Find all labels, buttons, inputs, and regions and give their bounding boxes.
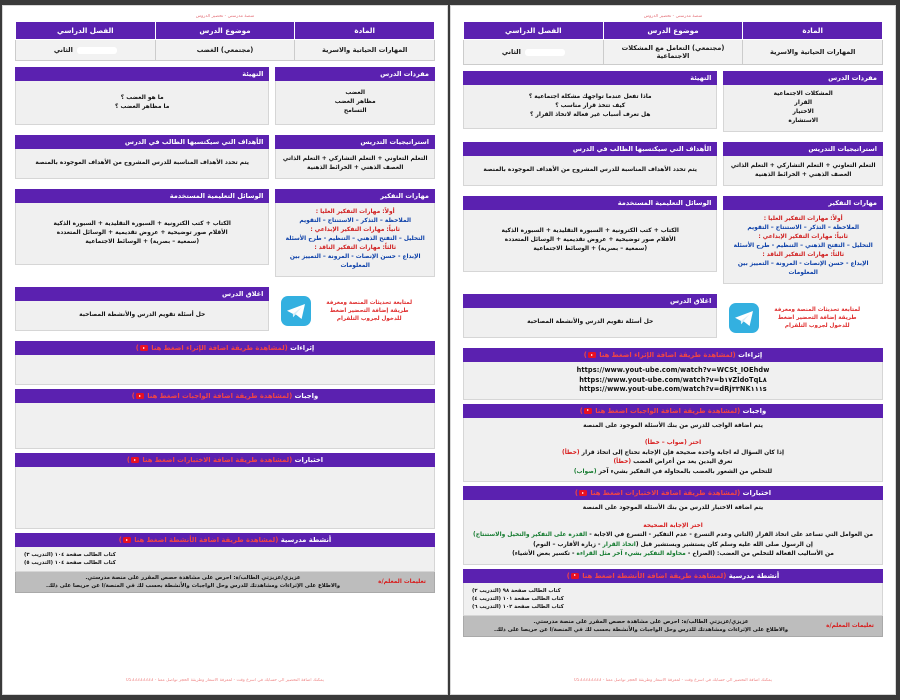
box-warmup-body	[15, 81, 269, 125]
vocab-item: المشكلات الاجتماعية	[773, 91, 833, 97]
box-closure-title: اغلاق الدرس	[463, 294, 717, 308]
box-objectives	[463, 142, 717, 186]
section-school-activities	[463, 569, 883, 637]
paren-close: )	[583, 351, 587, 359]
tests-item	[472, 541, 874, 551]
activity-item: كتاب الطالب صفحة ١٠٤ (التدريب ٥)	[24, 560, 116, 566]
section-school-activities	[15, 533, 435, 593]
col-strategies	[275, 135, 435, 184]
paren-close: )	[566, 571, 570, 580]
header-subject: المادة	[743, 22, 883, 40]
row-promo-closure	[463, 294, 883, 343]
box-closure	[463, 294, 717, 338]
col-promo	[275, 287, 435, 336]
thinking-heading: أولاً: مهارات التفكير العليا :	[315, 209, 395, 215]
youtube-play-icon[interactable]	[588, 352, 596, 358]
section-tests-title: اختبارات	[742, 489, 772, 497]
col-thinking-skills	[723, 196, 883, 289]
box-strategies-title: استراتيجيات التدريس	[275, 135, 435, 149]
section-enrichment-header[interactable]	[15, 341, 435, 355]
tests-item	[472, 550, 874, 560]
enrichment-url[interactable]: https://www.yout-ube.com/watch?v=WCSt_IOEhdw	[576, 366, 770, 374]
value-lesson-topic: (مجتمعي) الغضب	[155, 40, 295, 61]
strategy-line: العصف الذهني + الخرائط الذهنية	[755, 171, 852, 178]
page-footer-right: يمكنك اضافة التحضير الي حسابك في اسرع وقت - لمعرفة الأسعار وطريقة الحجز تواصل معنا - 0533333333	[126, 678, 324, 683]
spacer	[472, 431, 874, 439]
enrichment-url[interactable]: https://www.yout-ube.com/watch?v=b١٧ZldoTqL٨	[579, 375, 767, 384]
section-homework-title: واجبات	[742, 406, 767, 415]
homework-item	[472, 449, 874, 459]
homework-item	[472, 468, 874, 478]
section-homework-header[interactable]	[15, 389, 435, 403]
top-banner-text: منصة مدرستي - تحضير الدروس	[643, 14, 703, 19]
col-closure	[15, 287, 269, 336]
item-text: إن الرسول صلى الله عليه وسلم كان يستشير ويستشير قبل (	[635, 541, 813, 548]
paren-close: )	[131, 392, 135, 400]
top-banner-text: منصة مدرستي - تحضير الدروس	[195, 14, 255, 19]
youtube-play-icon[interactable]	[140, 345, 148, 351]
box-vocabulary-body	[275, 81, 435, 125]
row-thinking-aids	[15, 189, 435, 282]
col-vocabulary	[275, 67, 435, 130]
section-enrichment-title: إثراءات	[738, 351, 763, 359]
instructions-line: والاطلاع على الإثراءات ومشاهدتك للدرس وحل الواجبات والأنشطة بحسب لك في المنصة/ا عن حريصا على ذلك.	[45, 583, 341, 589]
section-activities-hint: (لمشاهدة طريقة اضافة الأنشطة اضغط هنا	[134, 536, 279, 544]
youtube-play-icon[interactable]	[584, 408, 592, 414]
box-objectives-title: الأهداف التي سيكتسبها الطالب في الدرس	[15, 135, 269, 149]
homework-heading: اختر (صواب – خطأ)	[644, 440, 702, 446]
document-page-right	[2, 5, 448, 695]
promo-line: اضغط للدخول لجروب التلقرام	[329, 308, 402, 322]
instructions-label: تعليمات المعلم/ة	[378, 579, 426, 585]
item-text-post: - تكسير بعض الأشياء)	[512, 551, 577, 557]
promo-line: اضغط للدخول لجروب التلقرام	[777, 315, 850, 329]
row-thinking-aids	[463, 196, 883, 289]
section-homework	[463, 404, 883, 483]
spacer	[472, 514, 874, 522]
col-warmup	[15, 67, 269, 130]
paren-close: )	[135, 344, 139, 352]
vocab-item: القرار	[794, 100, 812, 106]
item-answer: (خطأ)	[613, 459, 632, 465]
box-objectives	[15, 135, 269, 179]
col-promo	[723, 294, 883, 343]
box-warmup-title: التهيئة	[15, 67, 269, 81]
row-strategies-objectives	[463, 142, 883, 191]
box-strategies	[275, 135, 435, 179]
box-closure-body: حل أسئلة تقويم الدرس والأنشطة المصاحبة	[463, 308, 717, 338]
lesson-info-table	[15, 21, 435, 61]
section-tests-hint: (لمشاهدة طريقة اضافة الاختبارات اضغط هنا	[142, 456, 293, 464]
section-enrichment-hint: (لمشاهدة طريقة اضافة الإثراء اضغط هنا	[151, 344, 288, 352]
thinking-heading: أولاً: مهارات التفكير العليا :	[763, 216, 843, 222]
lesson-info-table	[463, 21, 883, 65]
aid-line: الأقلام صور توضيحية + عروض تقديمية + الوسائل المتعددة	[56, 230, 228, 236]
item-answer: محاولة التفكير بشيء آخر مثل القراءة	[576, 551, 686, 557]
box-warmup-title: التهيئة	[463, 71, 717, 85]
row-promo-closure	[15, 287, 435, 336]
thinking-items: الملاحظة – التذكر – الاستنتاج – التقويم	[747, 225, 860, 231]
item-answer: (صواب)	[573, 468, 597, 475]
thinking-heading: ثالثاً: مهارات التفكير الناقد :	[762, 252, 845, 258]
box-warmup-body	[463, 85, 717, 129]
col-vocabulary	[723, 71, 883, 137]
table-header-row	[16, 22, 435, 40]
strategy-line: التعلم التعاوني + التعلم التشاركي + التعلم الذاتي	[730, 162, 876, 169]
item-text: من الأساليب الفعالة للتخلص من الغضب: (الصراخ -	[685, 551, 834, 557]
section-tests-header[interactable]	[463, 486, 883, 500]
box-closure-body: حل أسئلة تقويم الدرس والأنشطة المصاحبة	[15, 301, 269, 331]
box-objectives-body: يتم تحدد الأهداف المناسبة للدرس المشروح من الأهداف الموجودة بالمنصة	[15, 149, 269, 179]
header-lesson-topic: موضوع الدرس	[603, 22, 743, 40]
warmup-question: ما مظاهر الغضب ؟	[115, 103, 170, 110]
box-strategies	[723, 142, 883, 186]
item-text: تعرق اليدين يعد من أعراض الغضب	[633, 459, 733, 465]
instructions-text	[16, 572, 370, 592]
section-tests	[463, 486, 883, 565]
section-enrichment	[463, 348, 883, 400]
box-thinking-skills	[723, 196, 883, 284]
box-objectives-title: الأهداف التي سيكتسبها الطالب في الدرس	[463, 142, 717, 156]
thinking-items: التحليل – التفتح الذهني – التنظيم - طرح الأسئلة	[285, 236, 425, 242]
box-vocabulary-title: مفردات الدرس	[275, 67, 435, 81]
section-tests	[15, 453, 435, 529]
activity-item: كتاب الطالب صفحة ١٠١ (التدريب ٤)	[472, 595, 564, 602]
row-warmup-vocabulary	[463, 71, 883, 137]
youtube-play-icon[interactable]	[123, 537, 131, 543]
enrichment-url[interactable]: https://www.yout-ube.com/watch?v=dRj٣٣NK١١١s	[579, 385, 767, 393]
section-tests-hint: (لمشاهدة طريقة اضافة الاختبارات اضغط هنا	[590, 489, 741, 497]
section-enrichment-body	[463, 362, 883, 400]
thinking-items: التحليل – التفتح الذهني – التنظيم - طرح الأسئلة	[733, 243, 873, 249]
box-closure-title: اغلاق الدرس	[15, 287, 269, 301]
box-vocabulary	[275, 67, 435, 125]
item-text-post: - زيارة الأقارب – النوم)	[533, 541, 603, 548]
activity-item: كتاب الطالب صفحة ٩٨ (التدريب ٢)	[472, 587, 561, 594]
table-header-row	[464, 22, 883, 40]
table-value-row	[464, 40, 883, 65]
section-homework-body	[463, 418, 883, 483]
activity-item: كتاب الطالب صفحة ١٠٢ (التدريب ٦)	[472, 603, 564, 610]
box-teaching-aids	[463, 196, 717, 272]
section-tests-title: اختبارات	[294, 456, 324, 464]
section-homework-header[interactable]	[463, 404, 883, 418]
promo-line: لمتابعة تحديثات المنصة	[348, 300, 413, 306]
box-strategies-title: استراتيجيات التدريس	[723, 142, 883, 156]
value-subject: المهارات الحياتية والاسرية	[743, 40, 883, 65]
col-thinking-skills	[275, 189, 435, 282]
aid-line: (سمعية – بصرية) + الوسائط الاجتماعية	[85, 239, 200, 245]
box-teaching-aids-body	[15, 203, 269, 265]
vocab-item: الاختيار	[792, 109, 814, 115]
section-homework	[15, 389, 435, 449]
tests-heading: اختر الإجابة الصحيحة	[643, 522, 703, 529]
box-teaching-aids	[15, 189, 269, 265]
aid-line: الكتاب + كتب الكترونية + السبورة التقليدية + السبورة الذكية	[501, 228, 679, 234]
tests-intro: يتم اضافة الاختبار للدرس من بنك الأسئلة الموجود على المنصة	[582, 505, 764, 511]
paren-close: )	[574, 489, 579, 497]
table-value-row	[16, 40, 435, 61]
box-warmup	[15, 67, 269, 125]
box-closure	[15, 287, 269, 331]
section-activities-hint: (لمشاهدة طريقة اضافة الأنشطة اضغط هنا	[582, 571, 727, 580]
box-teaching-aids-title: الوسائل التعليمية المستخدمة	[15, 189, 269, 203]
thinking-items: الملاحظة – التذكر – الاستنتاج – التقويم	[299, 218, 412, 224]
section-tests-body	[15, 467, 435, 529]
section-activities-header[interactable]	[463, 569, 883, 583]
header-subject: المادة	[295, 22, 435, 40]
teacher-instructions-bar	[463, 616, 883, 637]
section-homework-hint: (لمشاهدة طريقة اضافة الواجبات اضغط هنا	[147, 392, 293, 400]
header-term: الفصل الدراسي	[16, 22, 156, 40]
section-activities-header[interactable]	[15, 533, 435, 547]
redacted-field	[525, 49, 565, 56]
box-thinking-skills	[275, 189, 435, 277]
section-homework-body	[15, 403, 435, 449]
redacted-field	[77, 47, 117, 54]
paren-close: )	[126, 456, 131, 464]
value-term	[464, 40, 604, 65]
section-activities-title: أنشطة مدرسية	[728, 571, 780, 580]
value-term	[16, 40, 156, 61]
promo-line: ومعرفة طريقة إضافة التحضير	[774, 307, 857, 321]
warmup-question: كيف تتخذ قرار مناسب ؟	[555, 103, 626, 109]
box-strategies-body	[275, 149, 435, 179]
item-text: من العوامل التي تساعد على اتخاذ القرار (التاني وعدم التسرع - عدم التفكير - التسرع في الاجابة -	[589, 532, 873, 538]
item-text: إذا كان السؤال له اجابة واحدة صحيحة فإن الإجابة تحتاج إلى اتخاذ قرار	[581, 449, 784, 456]
section-enrichment-header[interactable]	[463, 348, 883, 362]
telegram-icon[interactable]	[729, 303, 759, 333]
box-objectives-body: يتم تحدد الأهداف المناسبة للدرس المشروح من الأهداف الموجودة بالمنصة	[463, 156, 717, 186]
section-enrichment-body	[15, 355, 435, 385]
tests-item	[472, 531, 874, 541]
item-answer: القدرة على التفكير والتخيل والاستنتاج)	[473, 532, 588, 538]
aid-line: الأقلام صور توضيحية + عروض تقديمية + الوسائل المتعددة	[504, 237, 676, 243]
box-thinking-skills-body	[723, 210, 883, 284]
box-thinking-skills-title: مهارات التفكير	[275, 189, 435, 203]
telegram-icon[interactable]	[281, 296, 311, 326]
warmup-question: هل تعرف أسباب غير فعالة لاتخاذ القرار ؟	[530, 112, 651, 118]
box-thinking-skills-title: مهارات التفكير	[723, 196, 883, 210]
section-activities-title: أنشطة مدرسية	[280, 536, 332, 544]
vocab-item: التسامح	[343, 108, 367, 114]
term-text: الثاني	[53, 46, 73, 54]
header-term: الفصل الدراسي	[464, 22, 604, 40]
page-footer-left: يمكنك اضافة التحضير الي حسابك في اسرع وقت - لمعرفة الأسعار وطريقة الحجز تواصل معنا - 0533333333	[574, 678, 772, 683]
telegram-promo[interactable]	[723, 294, 883, 340]
item-answer: (خطأ)	[562, 449, 580, 456]
box-teaching-aids-body	[463, 210, 717, 272]
paren-close: )	[579, 406, 583, 415]
col-teaching-aids	[15, 189, 269, 282]
homework-item	[472, 458, 874, 468]
activity-item: كتاب الطالب صفحة ١٠٤ (التدريب ٣)	[24, 552, 116, 558]
box-thinking-skills-body	[275, 203, 435, 277]
youtube-play-icon[interactable]	[131, 457, 139, 463]
warmup-question: ماذا تفعل عندما تواجهك مشكلة اجتماعية ؟	[528, 94, 652, 100]
col-objectives	[463, 142, 717, 191]
strategy-line: التعلم التعاوني + التعلم التشاركي + التعلم الذاتي	[282, 155, 428, 162]
section-homework-title: واجبات	[294, 392, 319, 400]
col-objectives	[15, 135, 269, 184]
col-strategies	[723, 142, 883, 191]
box-vocabulary	[723, 71, 883, 132]
section-enrichment-title: إثراءات	[290, 344, 315, 352]
paren-close: )	[118, 536, 122, 544]
section-tests-header[interactable]	[15, 453, 435, 467]
instructions-line: عزيزي/عزيزتي الطالب/ة: احرص على مشاهدة حصص المقرر على منصة مدرستي.	[533, 618, 749, 625]
youtube-play-icon[interactable]	[571, 573, 579, 579]
promo-text	[321, 299, 417, 323]
section-activities-body	[463, 583, 883, 616]
item-answer: اتخاذ القرار	[602, 541, 636, 548]
instructions-line: والاطلاع على الإثراءات ومشاهدتك للدرس وحل الواجبات والأنشطة بحسب لك في المنصة/ا عن حريصا على ذلك.	[493, 626, 789, 633]
item-text: للتخلص من الشعور بالغضب بالمحاولة في التفكير بشيء آخر	[598, 468, 773, 475]
promo-text	[769, 306, 865, 330]
vocab-item: الغضب	[345, 90, 365, 96]
box-teaching-aids-title: الوسائل التعليمية المستخدمة	[463, 196, 717, 210]
col-closure	[463, 294, 717, 343]
thinking-items: الإبداع - حسن الإنصات - المرونة – التمييز بين المعلومات	[737, 261, 869, 276]
teacher-instructions-bar	[15, 572, 435, 593]
row-warmup-vocabulary	[15, 67, 435, 130]
header-lesson-topic: موضوع الدرس	[155, 22, 295, 40]
section-tests-body	[463, 500, 883, 565]
section-enrichment-hint: (لمشاهدة طريقة اضافة الإثراء اضغط هنا	[599, 351, 736, 359]
value-subject: المهارات الحياتية والاسرية	[295, 40, 435, 61]
col-teaching-aids	[463, 196, 717, 289]
row-strategies-objectives	[15, 135, 435, 184]
section-enrichment	[15, 341, 435, 385]
col-warmup	[463, 71, 717, 137]
box-warmup	[463, 71, 717, 129]
box-strategies-body	[723, 156, 883, 186]
section-activities-body	[15, 547, 435, 572]
thinking-heading: ثالثاً: مهارات التفكير الناقد :	[314, 245, 397, 251]
vocab-item: الاستشارة	[788, 118, 819, 124]
aid-line: (سمعية – بصرية) + الوسائط الاجتماعية	[533, 246, 648, 252]
document-page-left	[450, 5, 896, 695]
value-lesson-topic: (مجتمعي) التعامل مع المشكلات الاجتماعية	[603, 40, 743, 65]
youtube-play-icon[interactable]	[136, 393, 144, 399]
promo-line: لمتابعة تحديثات المنصة	[796, 307, 861, 313]
telegram-promo[interactable]	[275, 287, 435, 333]
term-text: الثاني	[501, 48, 521, 56]
instructions-text	[464, 616, 818, 636]
section-homework-hint: (لمشاهدة طريقة اضافة الواجبات اضغط هنا	[595, 406, 741, 415]
box-vocabulary-title: مفردات الدرس	[723, 71, 883, 85]
instructions-line: عزيزي/عزيزتي الطالب/ة: احرص على مشاهدة حصص المقرر على منصة مدرستي.	[85, 575, 301, 581]
youtube-play-icon[interactable]	[579, 490, 587, 496]
instructions-label: تعليمات المعلم/ة	[826, 622, 874, 629]
thinking-heading: ثانياً: مهارات التفكير الإبداعي :	[310, 227, 401, 233]
promo-line: ومعرفة طريقة إضافة التحضير	[326, 300, 409, 314]
thinking-heading: ثانياً: مهارات التفكير الإبداعي :	[758, 234, 849, 240]
box-vocabulary-body	[723, 85, 883, 132]
aid-line: الكتاب + كتب الكترونية + السبورة التقليدية + السبورة الذكية	[53, 221, 231, 227]
vocab-item: مظاهر الغضب	[334, 99, 376, 105]
homework-intro: يتم اضافة الواجب للدرس من بنك الأسئلة الموجود على المنصة	[583, 422, 763, 429]
warmup-question: ما هو الغضب ؟	[120, 94, 164, 101]
thinking-items: الإبداع - حسن الإنصات - المرونة – التمييز بين المعلومات	[289, 254, 421, 269]
strategy-line: العصف الذهني + الخرائط الذهنية	[307, 164, 404, 171]
